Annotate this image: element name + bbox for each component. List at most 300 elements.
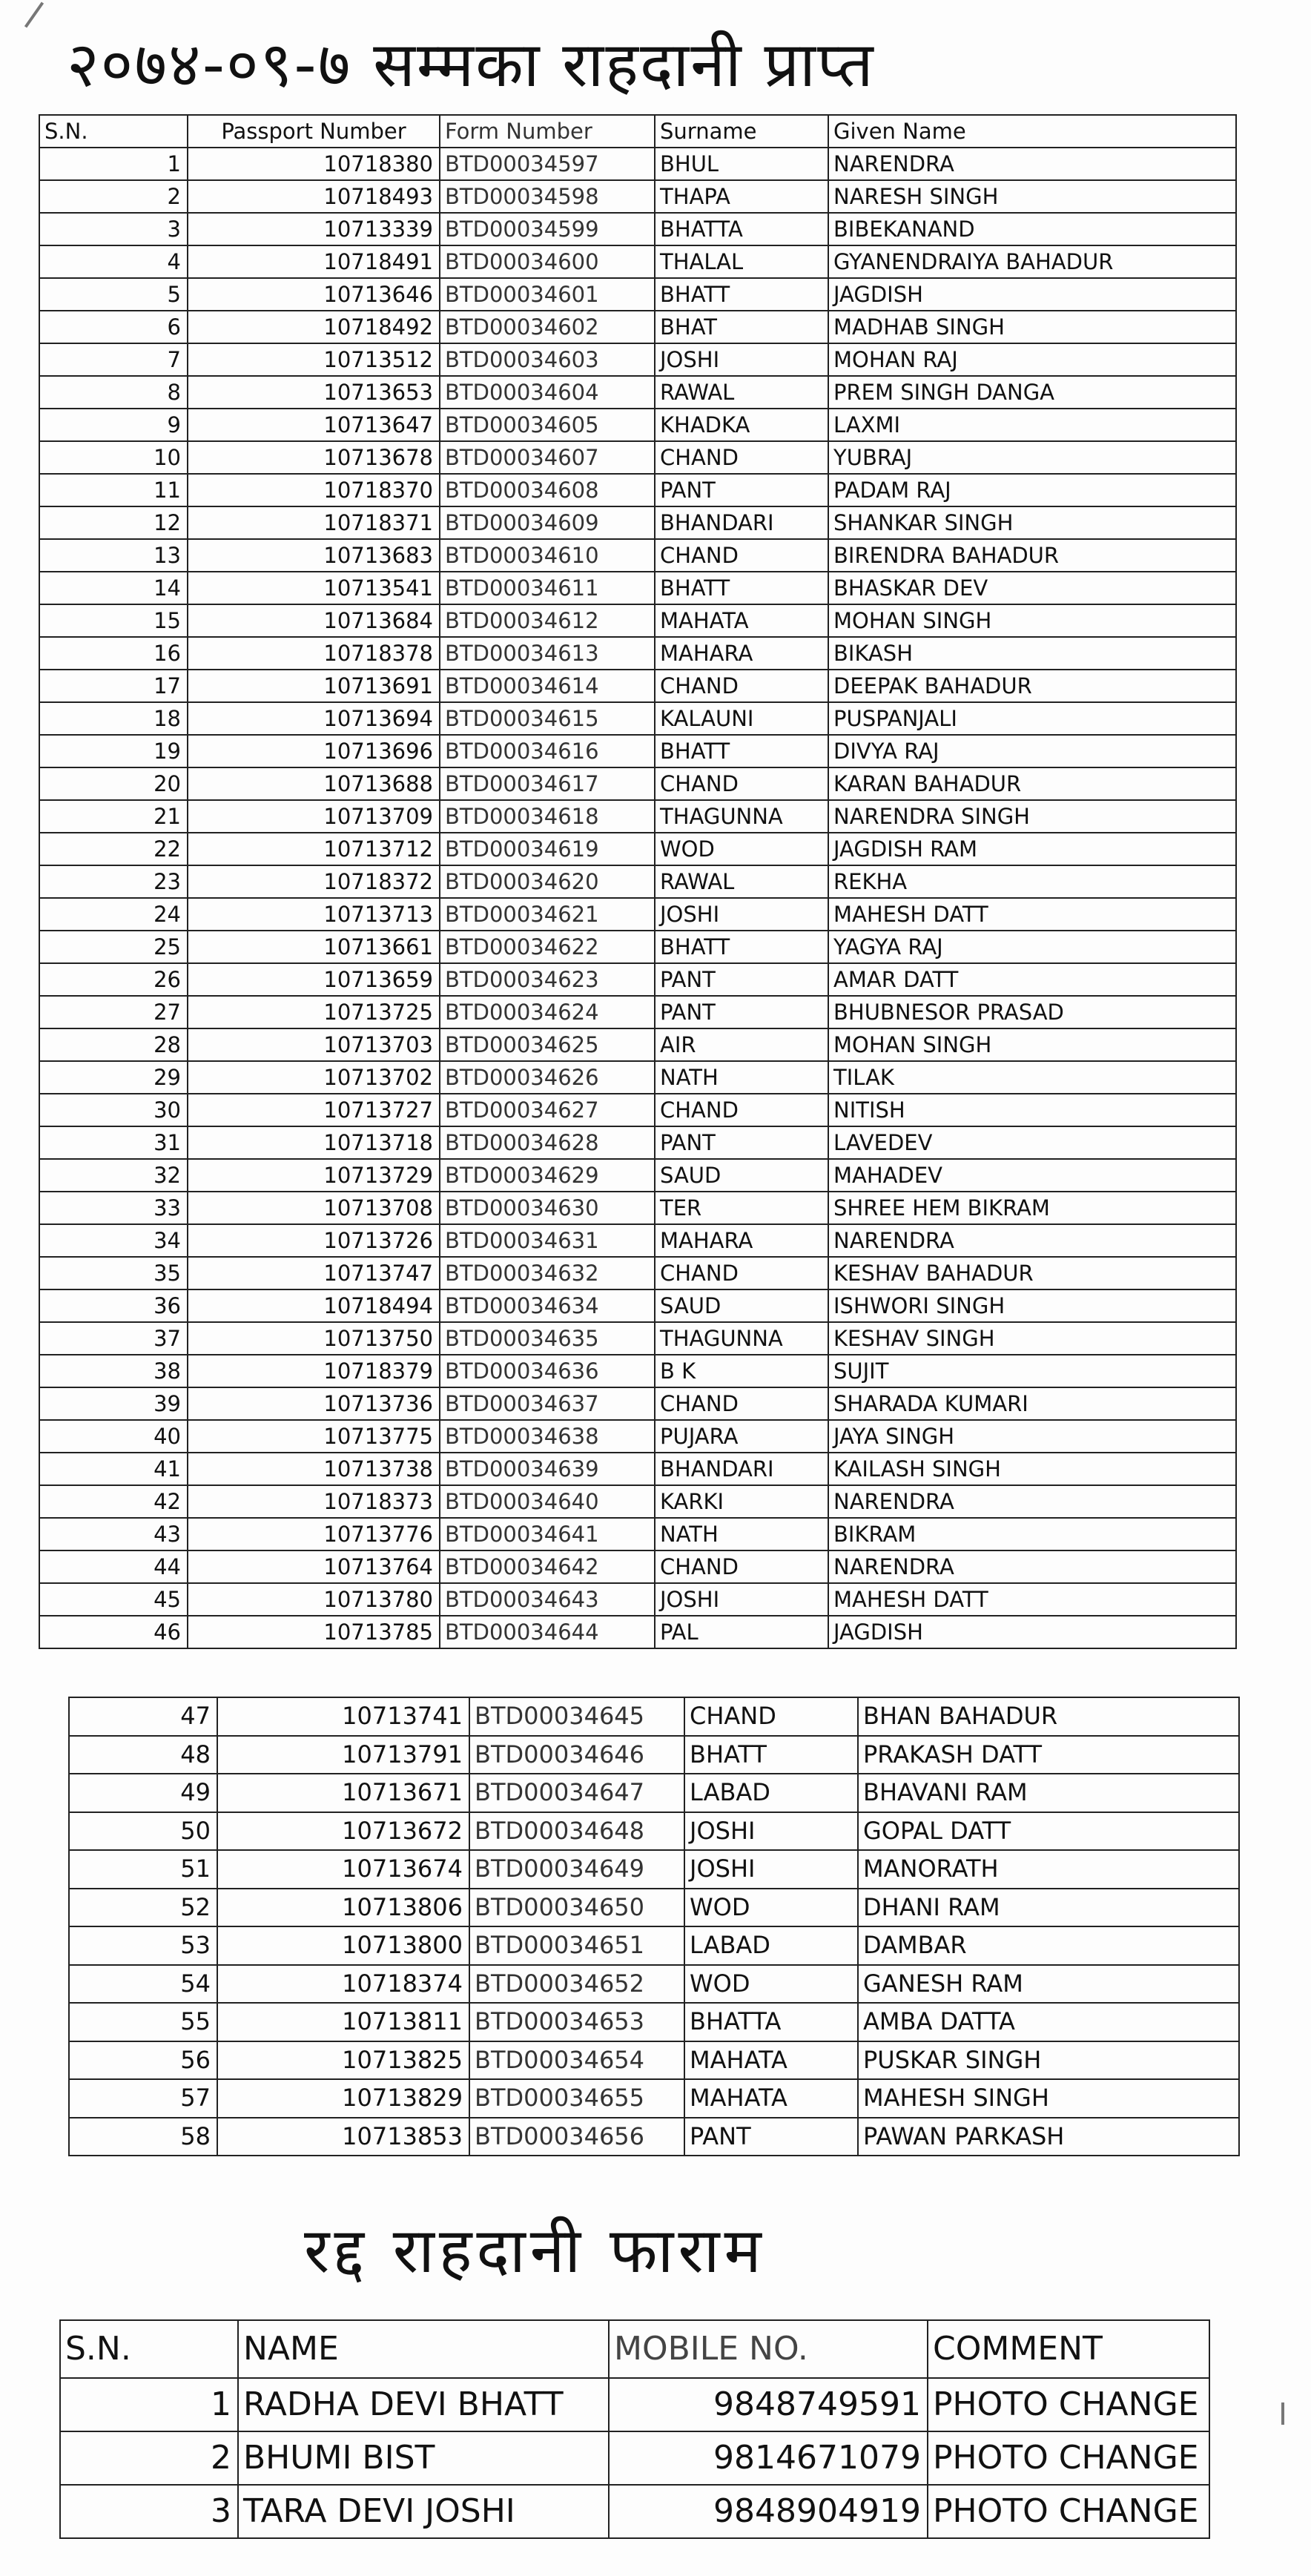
cell-passport-number: 10713678 — [188, 441, 440, 474]
cell-passport-number: 10718374 — [217, 1965, 469, 2004]
cell-passport-number: 10718378 — [188, 637, 440, 670]
passport-table — [39, 114, 1237, 1649]
cell-given-name: GOPAL DATT — [858, 1812, 1239, 1851]
cell-sn: 35 — [39, 1257, 188, 1289]
cell-surname: WOD — [655, 833, 828, 865]
cell-sn: 58 — [69, 2118, 217, 2156]
cell-given-name: LAXMI — [828, 409, 1236, 441]
cell-form-number: BTD00034635 — [440, 1322, 655, 1355]
cell-sn: 51 — [69, 1850, 217, 1889]
cell-passport-number: 10713775 — [188, 1420, 440, 1453]
cell-given-name: TILAK — [828, 1061, 1236, 1094]
table-row — [39, 1126, 1236, 1159]
cell-given-name: MAHESH DATT — [828, 1583, 1236, 1616]
cell-sn: 3 — [60, 2485, 238, 2538]
cell-passport-number: 10718373 — [188, 1485, 440, 1518]
table-row — [39, 865, 1236, 898]
cell-passport-number: 10718491 — [188, 245, 440, 278]
cell-surname: PAL — [655, 1616, 828, 1648]
cell-sn: 10 — [39, 441, 188, 474]
cell-given-name: MADHAB SINGH — [828, 311, 1236, 343]
table-row — [39, 1485, 1236, 1518]
cell-surname: NATH — [655, 1061, 828, 1094]
cell-passport-number: 10713785 — [188, 1616, 440, 1648]
table-row — [69, 1850, 1239, 1889]
cell-passport-number: 10713694 — [188, 702, 440, 735]
cell-passport-number: 10718371 — [188, 506, 440, 539]
cell-passport-number: 10713800 — [217, 1926, 469, 1965]
cell-passport-number: 10713674 — [217, 1850, 469, 1889]
cell-surname: THAGUNNA — [655, 800, 828, 833]
cell-form-number: BTD00034639 — [440, 1453, 655, 1485]
cell-form-number: BTD00034599 — [440, 213, 655, 245]
cell-form-number: BTD00034598 — [440, 180, 655, 213]
cell-surname: JOSHI — [684, 1850, 858, 1889]
cell-form-number: BTD00034642 — [440, 1550, 655, 1583]
cell-sn: 12 — [39, 506, 188, 539]
cell-surname: PANT — [655, 996, 828, 1028]
table-row — [39, 637, 1236, 670]
cell-form-number: BTD00034655 — [469, 2079, 684, 2118]
cell-passport-number: 10713653 — [188, 376, 440, 409]
cell-sn: 22 — [39, 833, 188, 865]
cell-surname: B K — [655, 1355, 828, 1387]
cell-given-name: NARENDRA — [828, 1550, 1236, 1583]
cell-passport-number: 10718492 — [188, 311, 440, 343]
cell-surname: KALAUNI — [655, 702, 828, 735]
cell-passport-number: 10713512 — [188, 343, 440, 376]
cell-sn: 56 — [69, 2041, 217, 2080]
header-surname: Surname — [655, 115, 828, 148]
cell-sn: 44 — [39, 1550, 188, 1583]
table-row — [39, 833, 1236, 865]
cell-form-number: BTD00034649 — [469, 1850, 684, 1889]
cell-surname: KARKI — [655, 1485, 828, 1518]
cell-given-name: JAGDISH — [828, 278, 1236, 311]
cell-sn: 45 — [39, 1583, 188, 1616]
cell-form-number: BTD00034613 — [440, 637, 655, 670]
table-row — [39, 441, 1236, 474]
cell-form-number: BTD00034625 — [440, 1028, 655, 1061]
cell-sn: 1 — [60, 2378, 238, 2431]
cell-given-name: PRAKASH DATT — [858, 1736, 1239, 1774]
cell-sn: 7 — [39, 343, 188, 376]
cell-surname: JOSHI — [655, 1583, 828, 1616]
table-row — [39, 376, 1236, 409]
cell-surname: BHATTA — [655, 213, 828, 245]
table-row — [39, 963, 1236, 996]
cell-passport-number: 10713703 — [188, 1028, 440, 1061]
cell-form-number: BTD00034600 — [440, 245, 655, 278]
cell-given-name: LAVEDEV — [828, 1126, 1236, 1159]
cell-passport-number: 10713806 — [217, 1889, 469, 1927]
table-row — [39, 343, 1236, 376]
cell-passport-number: 10713741 — [217, 1697, 469, 1736]
table-row — [39, 1094, 1236, 1126]
cell-given-name: NITISH — [828, 1094, 1236, 1126]
cell-surname: KHADKA — [655, 409, 828, 441]
passport-table-continued — [68, 1697, 1240, 2156]
cell-surname: CHAND — [655, 767, 828, 800]
cell-surname: PANT — [684, 2118, 858, 2156]
cell-form-number: BTD00034621 — [440, 898, 655, 931]
cell-sn: 52 — [69, 1889, 217, 1927]
cell-form-number: BTD00034647 — [469, 1774, 684, 1812]
cell-surname: BHUL — [655, 148, 828, 180]
cell-form-number: BTD00034612 — [440, 604, 655, 637]
cell-given-name: MOHAN SINGH — [828, 1028, 1236, 1061]
cell-surname: THAPA — [655, 180, 828, 213]
cell-surname: CHAND — [655, 441, 828, 474]
table-row — [39, 409, 1236, 441]
header-sn: S.N. — [39, 115, 188, 148]
cancelled-table — [59, 2319, 1210, 2539]
cell-form-number: BTD00034629 — [440, 1159, 655, 1192]
cell-surname: CHAND — [655, 1094, 828, 1126]
cancel-header-name: NAME — [238, 2320, 609, 2378]
cell-given-name: NARENDRA — [828, 1485, 1236, 1518]
cell-form-number: BTD00034653 — [469, 2003, 684, 2041]
cell-form-number: BTD00034627 — [440, 1094, 655, 1126]
cell-form-number: BTD00034615 — [440, 702, 655, 735]
cell-sn: 21 — [39, 800, 188, 833]
table-header-row — [39, 115, 1236, 148]
cell-given-name: REKHA — [828, 865, 1236, 898]
cancel-header-sn: S.N. — [60, 2320, 238, 2378]
cancel-header-comment: COMMENT — [928, 2320, 1209, 2378]
cell-form-number: BTD00034636 — [440, 1355, 655, 1387]
cell-passport-number: 10713708 — [188, 1192, 440, 1224]
cell-form-number: BTD00034646 — [469, 1736, 684, 1774]
table-row — [39, 1453, 1236, 1485]
cell-sn: 11 — [39, 474, 188, 506]
cell-comment: PHOTO CHANGE — [928, 2485, 1209, 2538]
cell-passport-number: 10713684 — [188, 604, 440, 637]
cell-passport-number: 10713791 — [217, 1736, 469, 1774]
cell-sn: 8 — [39, 376, 188, 409]
table-row — [39, 735, 1236, 767]
table-row — [39, 1061, 1236, 1094]
cell-passport-number: 10713709 — [188, 800, 440, 833]
cell-surname: LABAD — [684, 1774, 858, 1812]
cell-passport-number: 10713764 — [188, 1550, 440, 1583]
cell-sn: 37 — [39, 1322, 188, 1355]
cell-sn: 40 — [39, 1420, 188, 1453]
table-row — [39, 1192, 1236, 1224]
cell-sn: 43 — [39, 1518, 188, 1550]
cell-sn: 5 — [39, 278, 188, 311]
table-row — [39, 572, 1236, 604]
table-row — [69, 2003, 1239, 2041]
cell-given-name: KESHAV SINGH — [828, 1322, 1236, 1355]
cell-form-number: BTD00034605 — [440, 409, 655, 441]
cell-form-number: BTD00034631 — [440, 1224, 655, 1257]
cell-form-number: BTD00034622 — [440, 931, 655, 963]
cell-given-name: DEEPAK BAHADUR — [828, 670, 1236, 702]
cell-form-number: BTD00034651 — [469, 1926, 684, 1965]
cell-given-name: SUJIT — [828, 1355, 1236, 1387]
table-row — [39, 898, 1236, 931]
cell-surname: BHANDARI — [655, 1453, 828, 1485]
cell-surname: SAUD — [655, 1159, 828, 1192]
cell-sn: 28 — [39, 1028, 188, 1061]
cell-surname: CHAND — [655, 670, 828, 702]
cell-surname: MAHATA — [655, 604, 828, 637]
cell-surname: BHATT — [684, 1736, 858, 1774]
cell-sn: 38 — [39, 1355, 188, 1387]
cell-sn: 55 — [69, 2003, 217, 2041]
cell-form-number: BTD00034608 — [440, 474, 655, 506]
cell-surname: LABAD — [684, 1926, 858, 1965]
cell-passport-number: 10713691 — [188, 670, 440, 702]
table-row — [39, 767, 1236, 800]
cell-given-name: DAMBAR — [858, 1926, 1239, 1965]
cell-surname: BHATTA — [684, 2003, 858, 2041]
cell-passport-number: 10713712 — [188, 833, 440, 865]
cell-passport-number: 10713683 — [188, 539, 440, 572]
cell-surname: NATH — [655, 1518, 828, 1550]
cell-passport-number: 10718493 — [188, 180, 440, 213]
cell-sn: 57 — [69, 2079, 217, 2118]
cell-form-number: BTD00034610 — [440, 539, 655, 572]
table-row — [39, 996, 1236, 1028]
table-row — [39, 245, 1236, 278]
cell-form-number: BTD00034656 — [469, 2118, 684, 2156]
table-row — [60, 2485, 1209, 2538]
header-form-number: Form Number — [440, 115, 655, 148]
cell-sn: 3 — [39, 213, 188, 245]
cell-surname: MAHARA — [655, 637, 828, 670]
table-row — [39, 604, 1236, 637]
cell-passport-number: 10713713 — [188, 898, 440, 931]
cell-passport-number: 10713825 — [217, 2041, 469, 2080]
table-row — [39, 539, 1236, 572]
cell-passport-number: 10713718 — [188, 1126, 440, 1159]
cell-passport-number: 10713702 — [188, 1061, 440, 1094]
cell-surname: BHAT — [655, 311, 828, 343]
cell-form-number: BTD00034601 — [440, 278, 655, 311]
cell-sn: 34 — [39, 1224, 188, 1257]
cell-form-number: BTD00034632 — [440, 1257, 655, 1289]
cell-surname: JOSHI — [684, 1812, 858, 1851]
cell-given-name: BHASKAR DEV — [828, 572, 1236, 604]
cell-surname: PANT — [655, 1126, 828, 1159]
cell-given-name: SHANKAR SINGH — [828, 506, 1236, 539]
cell-sn: 36 — [39, 1289, 188, 1322]
cell-surname: MAHARA — [655, 1224, 828, 1257]
cell-sn: 13 — [39, 539, 188, 572]
cell-surname: CHAND — [684, 1697, 858, 1736]
cell-form-number: BTD00034611 — [440, 572, 655, 604]
cancel-header-mobile: MOBILE NO. — [609, 2320, 928, 2378]
cell-surname: WOD — [684, 1889, 858, 1927]
cell-given-name: SHREE HEM BIKRAM — [828, 1192, 1236, 1224]
table-row — [69, 1774, 1239, 1812]
cell-form-number: BTD00034619 — [440, 833, 655, 865]
cell-passport-number: 10713647 — [188, 409, 440, 441]
cell-given-name: PUSPANJALI — [828, 702, 1236, 735]
cell-passport-number: 10713672 — [217, 1812, 469, 1851]
cell-form-number: BTD00034624 — [440, 996, 655, 1028]
cell-form-number: BTD00034637 — [440, 1387, 655, 1420]
cell-given-name: DHANI RAM — [858, 1889, 1239, 1927]
cell-surname: PUJARA — [655, 1420, 828, 1453]
cell-form-number: BTD00034638 — [440, 1420, 655, 1453]
cell-form-number: BTD00034628 — [440, 1126, 655, 1159]
cell-given-name: YAGYA RAJ — [828, 931, 1236, 963]
table-row — [39, 1420, 1236, 1453]
table-row — [60, 2378, 1209, 2431]
cell-given-name: MAHESH DATT — [828, 898, 1236, 931]
table-row — [39, 1159, 1236, 1192]
cell-sn: 53 — [69, 1926, 217, 1965]
cell-sn: 39 — [39, 1387, 188, 1420]
cell-form-number: BTD00034616 — [440, 735, 655, 767]
cell-form-number: BTD00034648 — [469, 1812, 684, 1851]
table-row — [69, 1812, 1239, 1851]
cell-given-name: KAILASH SINGH — [828, 1453, 1236, 1485]
scan-mark-right — [1281, 2402, 1284, 2425]
cell-given-name: MANORATH — [858, 1850, 1239, 1889]
cell-sn: 4 — [39, 245, 188, 278]
cell-form-number: BTD00034626 — [440, 1061, 655, 1094]
table-row — [69, 1965, 1239, 2004]
cell-sn: 42 — [39, 1485, 188, 1518]
cell-sn: 41 — [39, 1453, 188, 1485]
cell-surname: JOSHI — [655, 343, 828, 376]
cell-passport-number: 10713727 — [188, 1094, 440, 1126]
table-row — [39, 1224, 1236, 1257]
table-row — [69, 1736, 1239, 1774]
cell-sn: 32 — [39, 1159, 188, 1192]
cell-sn: 15 — [39, 604, 188, 637]
cell-sn: 29 — [39, 1061, 188, 1094]
cell-sn: 33 — [39, 1192, 188, 1224]
cell-sn: 20 — [39, 767, 188, 800]
cell-given-name: PUSKAR SINGH — [858, 2041, 1239, 2080]
cell-surname: CHAND — [655, 1387, 828, 1420]
cell-given-name: NARENDRA — [828, 148, 1236, 180]
cell-surname: RAWAL — [655, 376, 828, 409]
table-row — [39, 1387, 1236, 1420]
cell-passport-number: 10713750 — [188, 1322, 440, 1355]
cell-given-name: BIRENDRA BAHADUR — [828, 539, 1236, 572]
cell-given-name: PREM SINGH DANGA — [828, 376, 1236, 409]
table-row — [69, 1889, 1239, 1927]
cell-form-number: BTD00034607 — [440, 441, 655, 474]
cell-name: TARA DEVI JOSHI — [238, 2485, 609, 2538]
cell-form-number: BTD00034645 — [469, 1697, 684, 1736]
table-row — [39, 1518, 1236, 1550]
cell-sn: 23 — [39, 865, 188, 898]
cell-form-number: BTD00034604 — [440, 376, 655, 409]
cell-form-number: BTD00034617 — [440, 767, 655, 800]
cell-mobile: 9814671079 — [609, 2431, 928, 2485]
cell-passport-number: 10713696 — [188, 735, 440, 767]
cell-surname: JOSHI — [655, 898, 828, 931]
cell-surname: WOD — [684, 1965, 858, 2004]
table-row — [60, 2431, 1209, 2485]
table-row — [39, 311, 1236, 343]
table-row — [39, 1616, 1236, 1648]
cell-given-name: BHUBNESOR PRASAD — [828, 996, 1236, 1028]
cell-given-name: MOHAN RAJ — [828, 343, 1236, 376]
cell-given-name: NARENDRA SINGH — [828, 800, 1236, 833]
cell-surname: BHANDARI — [655, 506, 828, 539]
cell-given-name: MOHAN SINGH — [828, 604, 1236, 637]
cell-sn: 26 — [39, 963, 188, 996]
cell-given-name: AMAR DATT — [828, 963, 1236, 996]
cell-passport-number: 10713780 — [188, 1583, 440, 1616]
cell-given-name: BHAN BAHADUR — [858, 1697, 1239, 1736]
cell-given-name: MAHESH SINGH — [858, 2079, 1239, 2118]
cell-surname: THALAL — [655, 245, 828, 278]
cell-form-number: BTD00034603 — [440, 343, 655, 376]
cell-sn: 25 — [39, 931, 188, 963]
cell-sn: 50 — [69, 1812, 217, 1851]
cell-surname: PANT — [655, 474, 828, 506]
cell-surname: RAWAL — [655, 865, 828, 898]
cell-form-number: BTD00034597 — [440, 148, 655, 180]
cell-surname: CHAND — [655, 539, 828, 572]
cell-form-number: BTD00034641 — [440, 1518, 655, 1550]
cell-sn: 2 — [39, 180, 188, 213]
cell-passport-number: 10713659 — [188, 963, 440, 996]
cell-passport-number: 10713811 — [217, 2003, 469, 2041]
cell-passport-number: 10713339 — [188, 213, 440, 245]
cell-given-name: GYANENDRAIYA BAHADUR — [828, 245, 1236, 278]
table-row — [39, 1550, 1236, 1583]
table-row — [69, 2118, 1239, 2156]
cell-given-name: YUBRAJ — [828, 441, 1236, 474]
cell-given-name: PAWAN PARKASH — [858, 2118, 1239, 2156]
cell-passport-number: 10713738 — [188, 1453, 440, 1485]
cell-surname: PANT — [655, 963, 828, 996]
cell-form-number: BTD00034652 — [469, 1965, 684, 2004]
cell-given-name: BIKASH — [828, 637, 1236, 670]
cell-given-name: BIBEKANAND — [828, 213, 1236, 245]
cell-sn: 17 — [39, 670, 188, 702]
cell-sn: 30 — [39, 1094, 188, 1126]
cell-given-name: NARESH SINGH — [828, 180, 1236, 213]
cell-sn: 2 — [60, 2431, 238, 2485]
cell-passport-number: 10713853 — [217, 2118, 469, 2156]
table-row — [39, 180, 1236, 213]
table-row — [39, 474, 1236, 506]
cell-given-name: JAGDISH — [828, 1616, 1236, 1648]
cell-given-name: KESHAV BAHADUR — [828, 1257, 1236, 1289]
table-row — [39, 1355, 1236, 1387]
cell-surname: MAHATA — [684, 2041, 858, 2080]
cell-given-name: MAHADEV — [828, 1159, 1236, 1192]
table-row — [39, 506, 1236, 539]
cell-surname: BHATT — [655, 735, 828, 767]
cell-given-name: PADAM RAJ — [828, 474, 1236, 506]
cancelled-section-title: रद्द राहदानी फाराम — [304, 2214, 766, 2287]
table-row — [39, 1583, 1236, 1616]
cell-form-number: BTD00034614 — [440, 670, 655, 702]
cell-given-name: SHARADA KUMARI — [828, 1387, 1236, 1420]
scan-mark-left — [24, 1, 44, 27]
cell-surname: CHAND — [655, 1257, 828, 1289]
cell-mobile: 9848904919 — [609, 2485, 928, 2538]
page-title: २०७४-०९-७ सम्मका राहदानी प्राप्त — [67, 28, 875, 101]
cell-sn: 24 — [39, 898, 188, 931]
cell-form-number: BTD00034609 — [440, 506, 655, 539]
cell-sn: 14 — [39, 572, 188, 604]
table-row — [39, 213, 1236, 245]
cell-comment: PHOTO CHANGE — [928, 2378, 1209, 2431]
